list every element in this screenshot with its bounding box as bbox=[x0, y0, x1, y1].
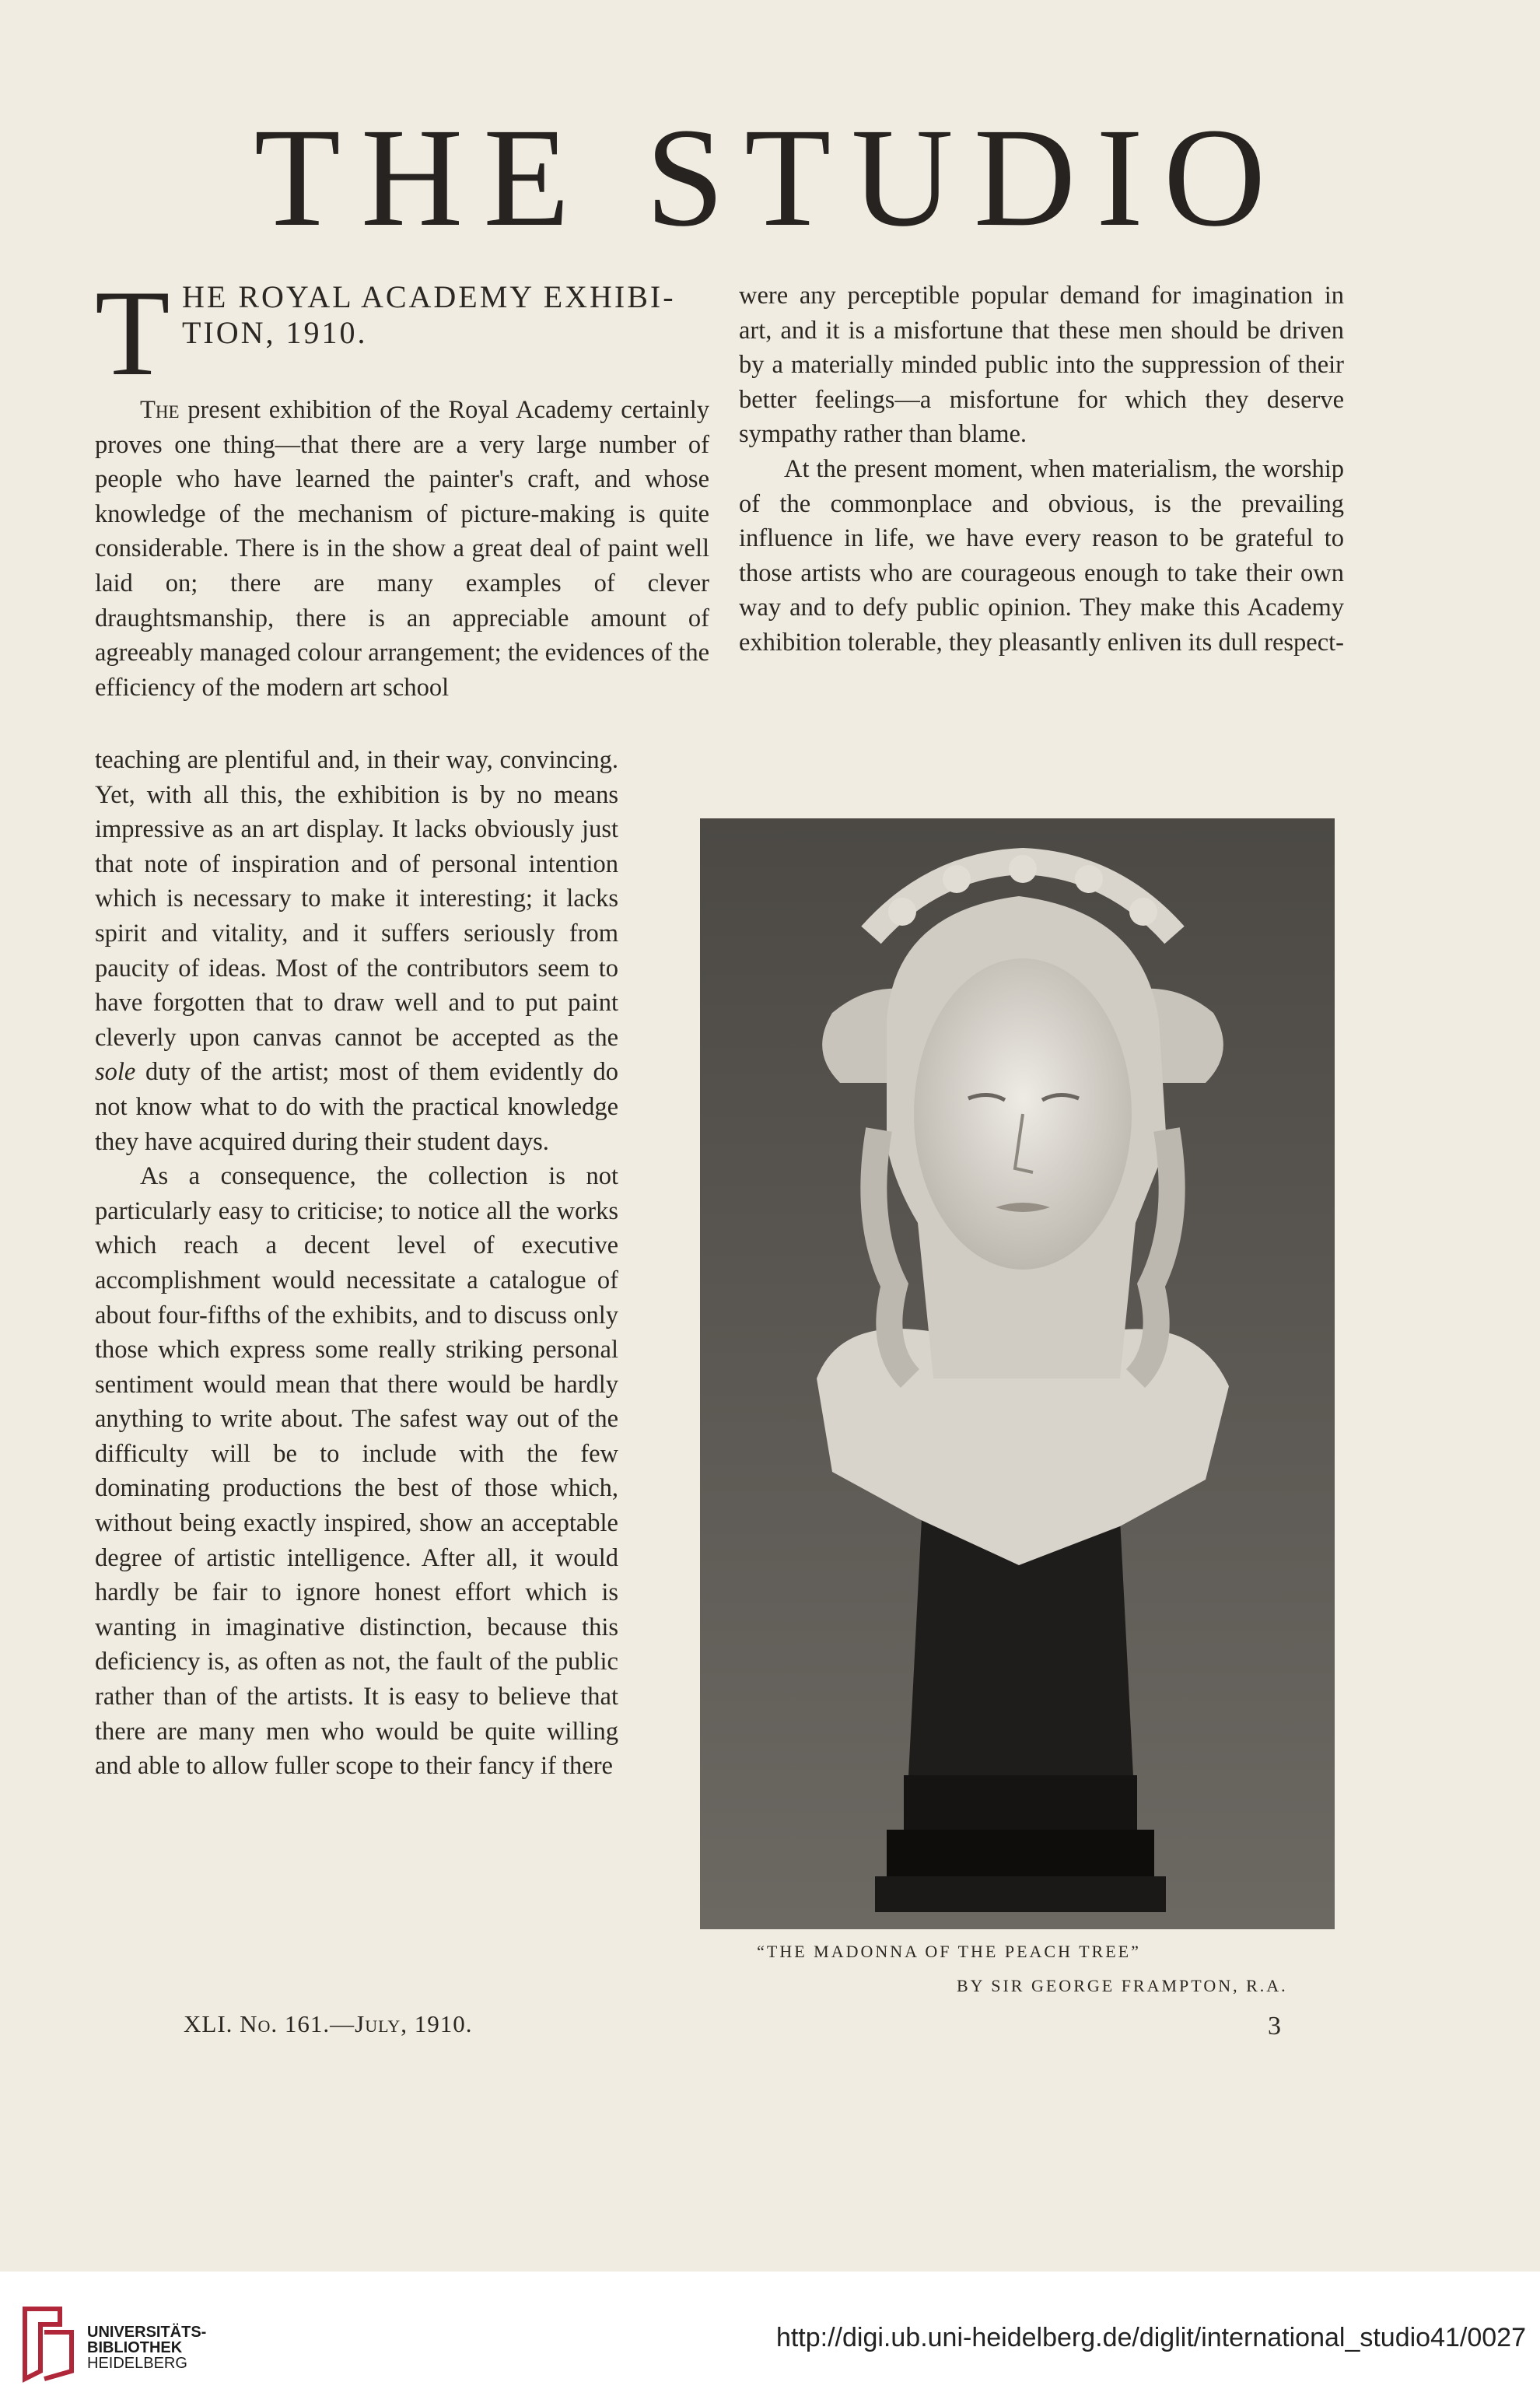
library-logo-shape bbox=[25, 2309, 60, 2379]
paragraph-2-continued: were any perceptible popular demand for imagination in art, and it is a misfortune that these men should be driven by a materially minded public into the suppression of their better feelings—a misfortune for which they deserve sympathy rather than blame. bbox=[739, 282, 1344, 449]
library-name-line-3: HEIDELBERG bbox=[87, 2355, 187, 2372]
issue-line: XLI. No. 161.—July, 1910. bbox=[184, 2010, 473, 2037]
right-column bbox=[739, 278, 1344, 660]
left-column-top bbox=[95, 265, 709, 705]
sculpture-photograph bbox=[700, 818, 1335, 1929]
paragraph-3: At the present moment, when materialism, the worship of the commonplace and obvious, is the prevailing influence in life, we have every reason to be grateful to those artists who are courageous enough to take their own way and to defy public opinion. They make this Academy exhibition tolerable, they pleasantly enliven its dull respect- bbox=[739, 454, 1344, 657]
paragraph-1-continued: teaching are plentiful and, in their way, convincing. Yet, with all this, the exhibition is by no means impressive as an art display. It lacks obviously just that note of inspiration and of personal intention which is necessary to make it interesting; it lacks spirit and vitality, and it suffers seriously from paucity of ideas. Most of the contributors seem to have forgotten that to draw well and to put paint cleverly upon canvas cannot be accepted as the sole duty of the artist; most of them evidently do not know what to do with the practical knowledge they have acquired during their student days. bbox=[95, 746, 618, 1156]
library-name-line-2: BIBLIOTHEK bbox=[87, 2339, 183, 2356]
article-title bbox=[95, 265, 709, 401]
bust-illustration bbox=[700, 818, 1335, 1929]
library-name-line-1: UNIVERSITÄTS- bbox=[87, 2324, 207, 2341]
paragraph-2: As a consequence, the collection is not particularly easy to criticise; to notice all the works which reach a decent level of executive accomplishment would necessitate a catalogue of about four-fifths of the exhibits, and to discuss only those which express some really striking personal sentiment would mean that there would be hardly anything to write about. The safest way out of the difficulty will be to include with the few dominating productions the best of those which, without being exactly inspired, show an acceptable degree of artistic intelligence. After all, it would hardly be fair to ignore honest effort which is wanting in imaginative distinction, because this deficiency is, as often as not, the fault of the public rather than of the artists. It is easy to believe that there are many men who would be quite willing and able to allow fuller scope to their fancy if there bbox=[95, 1162, 618, 1781]
page-number: 3 bbox=[1268, 2012, 1281, 2040]
library-name bbox=[87, 2324, 206, 2371]
paragraph-1-lead: The bbox=[140, 396, 180, 424]
library-logo-icon bbox=[17, 2301, 79, 2391]
left-column-narrow bbox=[95, 743, 618, 1784]
figure-caption-credit: BY SIR GEORGE FRAMPTON, R.A. bbox=[957, 1976, 1288, 1995]
figure-caption-title: “THE MADONNA OF THE PEACH TREE” bbox=[757, 1942, 1141, 1961]
italic-sole: sole bbox=[95, 1058, 136, 1087]
masthead-title: THE STUDIO bbox=[254, 100, 1286, 256]
article-title-line-1: HE ROYAL ACADEMY EXHIBI- bbox=[182, 279, 676, 314]
paragraph-1 bbox=[95, 393, 709, 705]
article-title-line-2: TION, 1910. bbox=[182, 315, 368, 350]
paragraph-1-text: present exhibition of the Royal Academy certainly proves one thing—that there are a very large number of people who have learned the painter's craft, and whose knowledge of the mechanism of picture-making is quite considerable. There is in the show a great deal of paint well laid on; there are many examples of clever draughtsmanship, there is an appreciable amount of agreeably managed colour arrangement; the evidences of the efficiency of the modern art school bbox=[95, 396, 709, 702]
drop-cap: T bbox=[95, 265, 170, 401]
source-url-link[interactable]: http://digi.ub.uni-heidelberg.de/diglit/international_studio41/0027 bbox=[775, 2323, 1526, 2352]
